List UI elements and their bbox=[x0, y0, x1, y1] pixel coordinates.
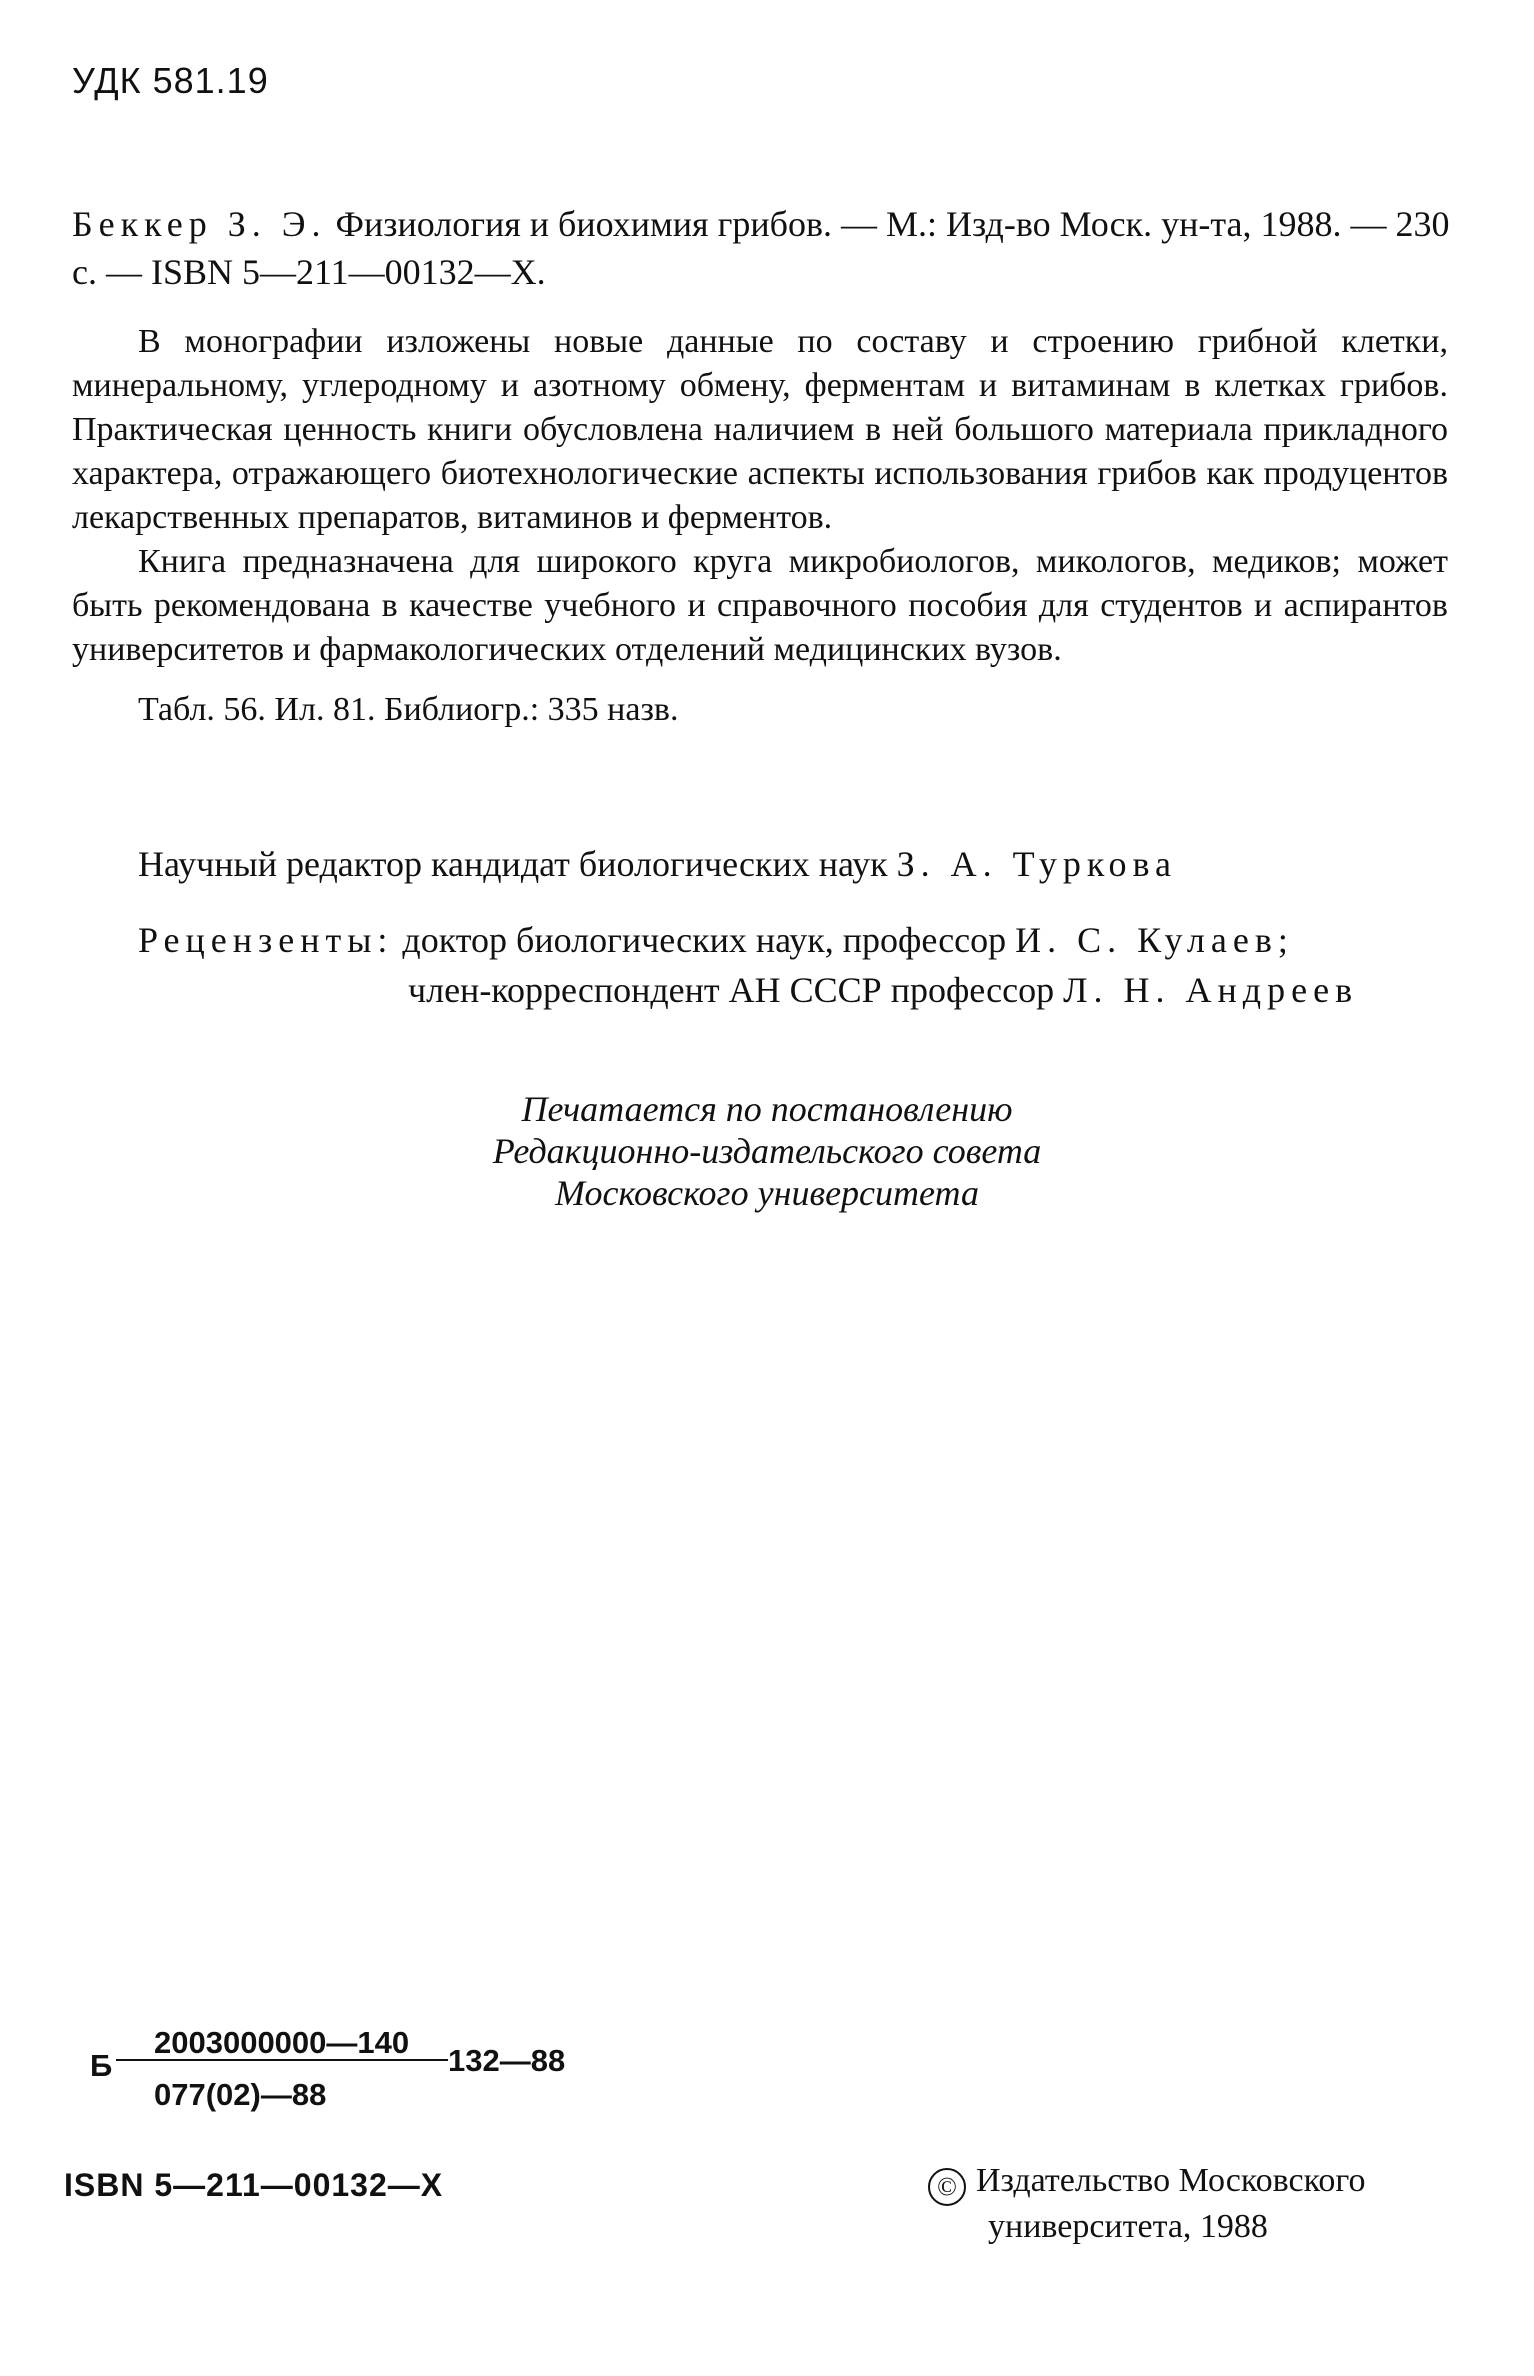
approval-line: Редакционно-издательского совета bbox=[492, 1131, 1042, 1171]
catalog-numerator: 2003000000—140 bbox=[154, 2025, 410, 2060]
approval-line: Московского университета bbox=[555, 1173, 979, 1213]
annotation bbox=[72, 320, 1448, 732]
reviewer-line bbox=[138, 965, 1358, 1015]
reviewer-line bbox=[138, 915, 1358, 965]
reviewers bbox=[138, 915, 1358, 1015]
approval-line: Печатается по постановлению bbox=[521, 1089, 1013, 1129]
reviewer-title: доктор биологических наук, профессор bbox=[402, 920, 1007, 960]
fraction-rule bbox=[116, 2059, 448, 2061]
udk-code: УДК 581.19 bbox=[72, 60, 269, 101]
editor-name: З. А. Туркова bbox=[896, 844, 1178, 884]
tables-illustrations-count: Табл. 56. Ил. 81. Библиогр.: 335 назв. bbox=[138, 691, 679, 728]
bibliographic-record bbox=[72, 200, 1452, 296]
reviewer-name: И. С. Кулаев; bbox=[1015, 920, 1294, 960]
copyright-publisher: Издательство Московского bbox=[976, 2162, 1366, 2199]
copyright-line: университета, 1988 bbox=[988, 2208, 1268, 2245]
copyright-notice bbox=[928, 2160, 1366, 2248]
bibliographic-description: Физиология и биохимия грибов. — М.: Изд-во Моск. ун-та, 1988. — 230 с. — ISBN 5—211—00132—X. bbox=[72, 204, 1450, 292]
scientific-editor bbox=[138, 843, 1177, 885]
catalog-denominator: 077(02)—88 bbox=[154, 2077, 327, 2112]
isbn-footer: ISBN 5—211—00132—X bbox=[64, 2167, 444, 2203]
annotation-paragraph: Книга предназначена для широкого круга микробиологов, микологов, медиков; может быть рекомендована в качестве учебного и справочного пособия для студентов и аспирантов университетов и фармакологических отделений медицинских вузов. bbox=[72, 543, 1448, 668]
publication-approval bbox=[0, 1088, 1534, 1214]
editor-role: Научный редактор кандидат биологических наук bbox=[138, 844, 888, 884]
copyright-icon: © bbox=[928, 2168, 966, 2206]
catalog-letter: Б bbox=[90, 2048, 113, 2083]
reviewers-label: Рецензенты: bbox=[138, 920, 394, 960]
catalog-suffix: 132—88 bbox=[448, 2043, 566, 2078]
reviewer-name: Л. Н. Андреев bbox=[1063, 970, 1359, 1010]
author-name: Беккер З. Э. bbox=[72, 204, 327, 244]
reviewer-title: член-корреспондент АН СССР профессор bbox=[408, 970, 1055, 1010]
annotation-paragraph: В монографии изложены новые данные по составу и строению грибной клетки, минеральному, углеродному и азотному обмену, ферментам и витаминам в клетках грибов. Практическая ценность книги обусловлена наличием в ней большого материала прикладного характера, отражающего биотехнологические аспекты использования грибов как продуцентов лекарственных препаратов, витаминов и ферментов. bbox=[72, 323, 1448, 536]
copyright-line bbox=[928, 2160, 1366, 2206]
